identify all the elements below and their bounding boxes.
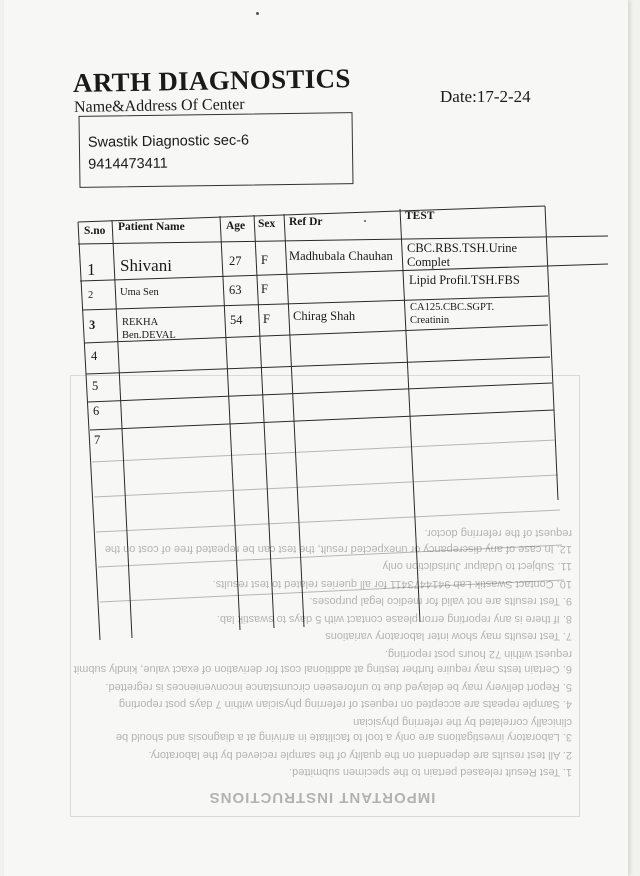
col-header-ref-dr: Ref Dr bbox=[289, 216, 323, 228]
back-page-item: 12. In case of any discrepancy or unexpected result, the test can be repeated free of cost on the request of the referring doctor. bbox=[104, 527, 572, 555]
center-phone: 9414473411 bbox=[88, 155, 168, 173]
back-page-item: 1. Test Result released pertain to the specimen submitted. bbox=[289, 766, 572, 779]
row2-test: Lipid Profil.TSH.FBS bbox=[409, 273, 520, 287]
row3-age: 54 bbox=[230, 313, 243, 327]
col-header-patient-name: Patient Name bbox=[118, 221, 185, 233]
lab-name: ARTH DIAGNOSTICS bbox=[72, 63, 351, 98]
back-page-item: 7. Test results may show inter laboratory variations bbox=[325, 630, 572, 643]
back-page-item: 6. Certain tests may require further testing at additional cost for derivation of exact value, kindly submit request within 72 hours post reporting. bbox=[73, 648, 572, 676]
back-page-item: 8. If there is any reporting error please contact with 5 days to swastik lab. bbox=[216, 613, 572, 625]
back-page-item: 4. Sample repeats are accepted on request of referring physician within 7 days post reporting bbox=[118, 698, 572, 711]
back-page-item: 11. Subject to Udaipur Jurisdiction only bbox=[382, 560, 572, 573]
back-page-item: 3. Laboratory investigations are only a tool to facilitate in arriving at a diagnosis and should be clinically correlated by the referring physician bbox=[115, 716, 572, 744]
row1-patient-name: Shivani bbox=[120, 256, 172, 275]
col-header-age: Age bbox=[226, 220, 246, 232]
row1-sex: F bbox=[261, 253, 268, 267]
row3-sno: 3 bbox=[89, 318, 96, 332]
row2-sex: F bbox=[261, 282, 268, 296]
row3-ref-dr: Chirag Shah bbox=[293, 309, 356, 323]
row2-patient-name: Uma Sen bbox=[120, 287, 159, 298]
report-date: Date:17-2-24 bbox=[440, 87, 531, 106]
row5-sno: 5 bbox=[92, 379, 99, 393]
back-page-item: 9. Test results are not valid for medico legal purposes. bbox=[309, 595, 572, 608]
col-header-sno: S.no bbox=[84, 225, 106, 237]
row4-sno: 4 bbox=[91, 349, 98, 363]
row1-test: CBC.RBS.TSH.Urine Complet bbox=[407, 241, 518, 269]
row3-test: CA125.CBC.SGPT. Creatinin bbox=[410, 302, 495, 326]
col-header-sex: Sex bbox=[258, 218, 276, 230]
row2-sno: 2 bbox=[88, 290, 94, 301]
row3-sex: F bbox=[263, 312, 270, 326]
row1-ref-dr: Madhubala Chauhan bbox=[289, 249, 393, 263]
address-label: Name&Address Of Center bbox=[73, 96, 245, 116]
col-header-test: TEST bbox=[405, 210, 435, 222]
row6-sno: 6 bbox=[93, 404, 100, 418]
row7-sno: 7 bbox=[94, 433, 101, 447]
back-page-item: 5. Report delivery may be delayed due to unforeseen circumstance inconveniences is regretted. bbox=[105, 681, 572, 693]
back-page-item: 2. All test results are dependent on the quality of the sample recieved by the laboratory. bbox=[148, 749, 572, 761]
center-name: Swastik Diagnostic sec-6 bbox=[87, 132, 250, 151]
row3-patient-name: REKHA Ben.DEVAL bbox=[122, 317, 176, 341]
back-page-title: IMPORTANT INSTRUCTIONS bbox=[208, 789, 436, 806]
row1-age: 27 bbox=[229, 254, 242, 268]
back-page-item: 10. Contact Swastik Lab 9414473411 for all queries related to test results. bbox=[212, 578, 572, 590]
row2-age: 63 bbox=[229, 283, 242, 297]
row1-sno: 1 bbox=[87, 260, 96, 279]
